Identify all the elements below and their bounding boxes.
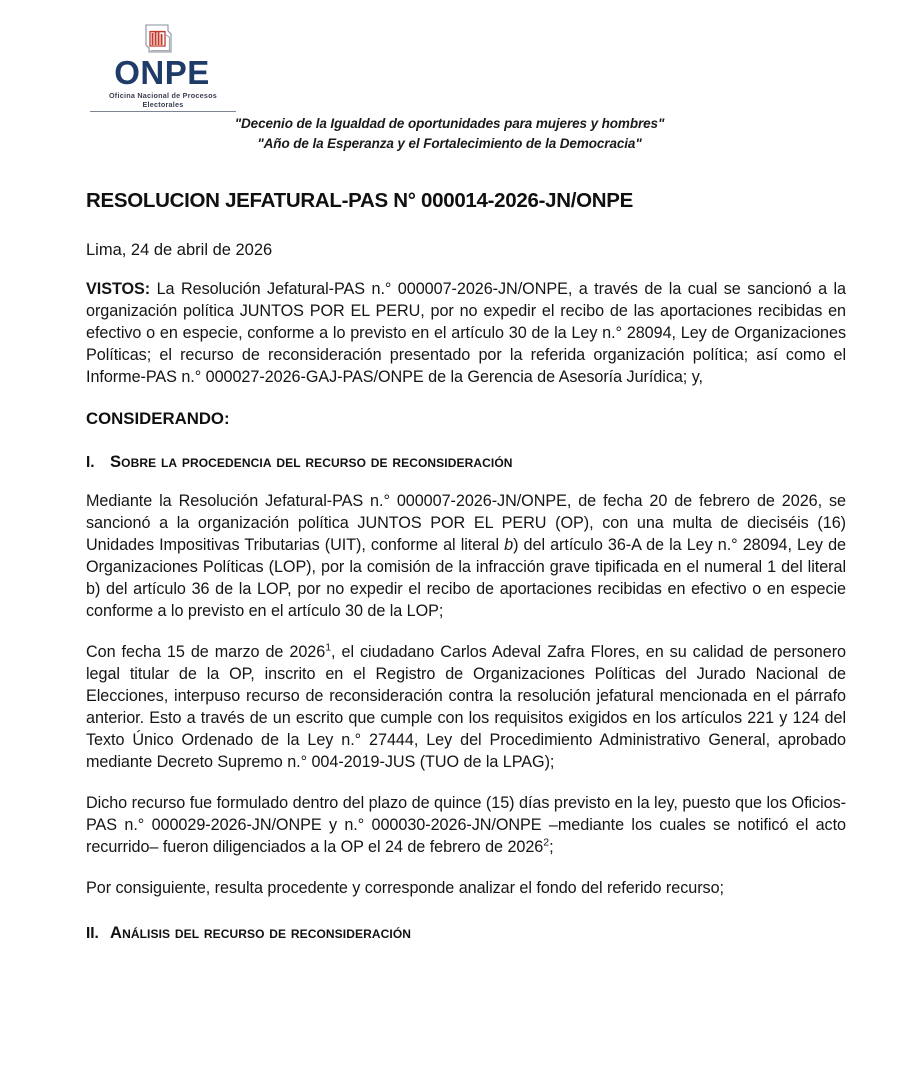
paragraph-1-italic: b xyxy=(504,536,514,555)
paragraph-3 xyxy=(86,793,846,859)
hand-ballot-icon xyxy=(138,22,182,56)
considerando-heading: CONSIDERANDO: xyxy=(86,409,230,429)
motto-line-1: "Decenio de la Igualdad de oportunidades para mujeres y hombres" xyxy=(234,116,665,131)
paragraph-2-part-a: Con fecha 15 de marzo de 2026 xyxy=(86,643,326,662)
paragraph-3-part-b: ; xyxy=(549,837,554,856)
letterhead xyxy=(0,0,899,110)
paragraph-3-part-a: Dicho recurso fue formulado dentro del plazo de quince (15) días previsto en la ley, puesto que los Oficios-PAS n.° 000029-2026-JN/ONPE y n.° 000030-2026-JN/ONPE –mediante los cuales se notificó el acto recurrido– fueron diligenciados a la OP el 24 de febrero de 2026 xyxy=(86,793,846,856)
section-heading-i xyxy=(86,452,846,472)
section-title-ii: Análisis del recurso de reconsideración xyxy=(110,922,412,942)
section-heading-ii xyxy=(86,923,846,943)
footnote-ref-1[interactable]: 1 xyxy=(325,641,332,654)
section-number-i: I. xyxy=(86,454,95,472)
motto-line-2: "Año de la Esperanza y el Fortalecimiento de la Democracia" xyxy=(257,135,642,151)
paragraph-1-part-a: Mediante la Resolución Jefatural-PAS n.° 000007-2026-JN/ONPE, de fecha 20 de febrero de 2026, se sancionó a la organización política JUNTOS POR EL PERU (OP), con una multa de dieciséis (16) Unidades Impositivas Tributarias (UIT), conforme al literal xyxy=(86,492,846,555)
vistos-label: VISTOS: xyxy=(86,279,151,298)
onpe-logo xyxy=(86,22,236,112)
paragraph-1 xyxy=(86,491,846,623)
footnote-ref-2[interactable]: 2 xyxy=(543,836,550,849)
motto-block xyxy=(0,114,899,153)
page-title: RESOLUCION JEFATURAL-PAS N° 000014-2026-JN/ONPE xyxy=(86,189,633,213)
vistos-text: La Resolución Jefatural-PAS n.° 000007-2026-JN/ONPE, a través de la cual se sancionó a la organización política JUNTOS POR EL PERU, por no expedir el recibo de las aportaciones recibidas en efectivo o en especie, conforme a lo previsto en el artículo 30 de la Ley n.° 28094, Ley de Organizaciones Políticas; el recurso de reconsideración presentado por la referida organización política; así como el Informe-PAS n.° 000027-2026-GAJ-PAS/ONPE de la Gerencia de Asesoría Jurídica; y, xyxy=(86,279,846,386)
onpe-subtitle: Oficina Nacional de Procesos Electorales xyxy=(90,91,236,112)
paragraph-4: Por consiguiente, resulta procedente y corresponde analizar el fondo del referido recurso; xyxy=(86,878,724,897)
vistos-paragraph xyxy=(86,279,846,389)
section-number-ii: II. xyxy=(86,924,99,942)
paragraph-1-part-b: ) del artículo 36-A de la Ley n.° 28094, Ley de Organizaciones Políticas (LOP), por la comisión de la infracción grave tipificada en el numeral 1 del literal b) del artículo 36 de la LOP, por no expedir el recibo de aportaciones recibidas en efectivo o en especie conforme a lo previsto en el artículo 30 de la LOP; xyxy=(86,536,846,621)
onpe-wordmark: ONPE xyxy=(114,54,210,91)
paragraph-2-part-b: , el ciudadano Carlos Adeval Zafra Flores, en su calidad de personero legal titular de la OP, inscrito en el Registro de Organizaciones Políticas del Jurado Nacional de Elecciones, interpuso recurso de reconsideración contra la resolución jefatural mencionada en el párrafo anterior. Esto a través de un escrito que cumple con los requisitos exigidos en los artículos 221 y 124 del Texto Único Ordenado de la Ley n.° 27444, Ley del Procedimiento Administrativo General, aprobado mediante Decreto Supremo n.° 004-2019-JUS (TUO de la LPAG); xyxy=(86,643,846,771)
paragraph-2 xyxy=(86,642,846,774)
section-title-i: Sobre la procedencia del recurso de reconsideración xyxy=(110,452,513,472)
document-body xyxy=(86,189,846,943)
date-line: Lima, 24 de abril de 2026 xyxy=(86,240,273,259)
